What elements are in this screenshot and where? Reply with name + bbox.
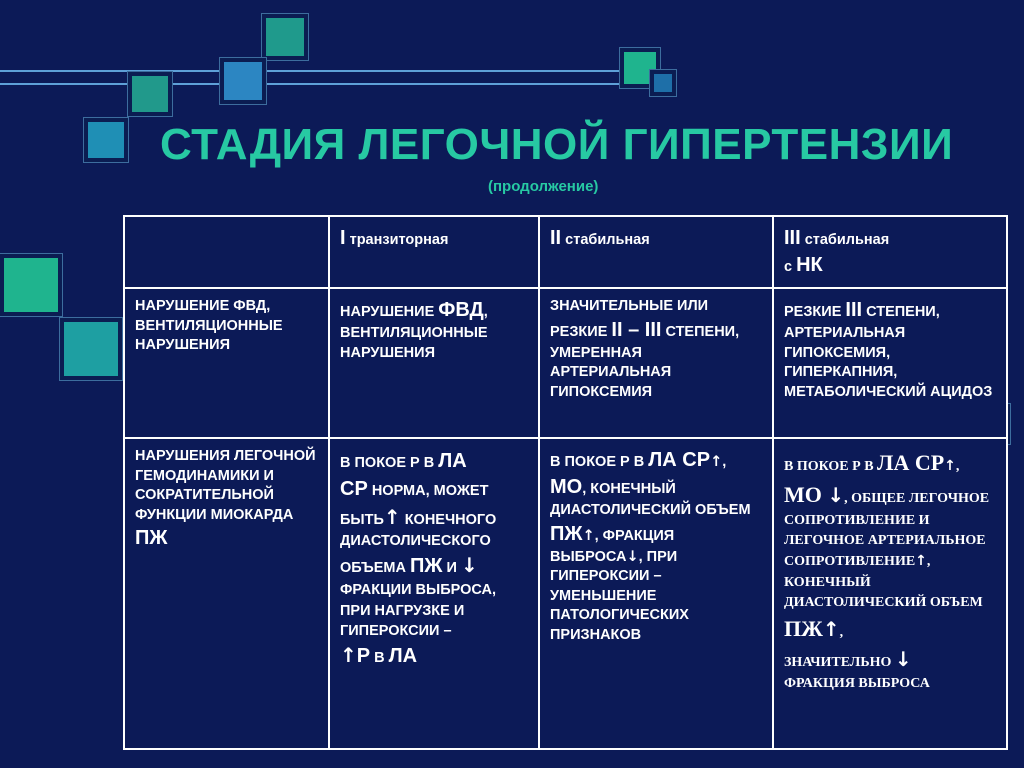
cell-text-emphasis: ПЖ (135, 527, 168, 550)
cell-text-emphasis: ПЖ (550, 522, 583, 545)
decor-square (650, 70, 676, 96)
cell-text: , (839, 625, 844, 641)
cell-text: НАРУШЕНИЯ ЛЕГОЧНОЙ ГЕМОДИНАМИКИ И СОКРАТИТЕЛЬНОЙ ФУНКЦИИ МИОКАРДА (135, 448, 316, 523)
cell-text-emphasis: Р (356, 645, 371, 668)
arrow-down-icon: ↓ (460, 553, 478, 578)
decor-square (262, 14, 308, 60)
cell-row1-stage-2 (539, 288, 773, 438)
cell-row2-stage-1 (329, 438, 539, 749)
cell-text: ФРАКЦИЯ ВЫБРОСА (784, 676, 930, 692)
cell-text: ЗНАЧИТЕЛЬНО (784, 655, 895, 671)
cell-text: , ПРИ ГИПЕРОКСИИ – УМЕНЬШЕНИЕ ПАТОЛОГИЧЕСКИХ ПРИЗНАКОВ (550, 548, 689, 643)
cell-text: И (442, 560, 461, 577)
row-label-hemodynamics (124, 438, 329, 749)
decor-square (84, 118, 128, 162)
header-cell-stage-3 (773, 216, 1007, 288)
cell-text-emphasis: ПЖ (410, 555, 443, 578)
table-header-row (124, 216, 1007, 288)
stage-1-label: транзиторная (345, 232, 449, 248)
decor-line-top (0, 70, 640, 72)
cell-text: ФРАКЦИИ ВЫБРОСА, ПРИ НАГРУЗКЕ И ГИПЕРОКСИИ – (340, 582, 497, 639)
arrow-up-icon: ↑ (710, 454, 723, 470)
decor-square (0, 254, 62, 316)
decor-square (220, 58, 266, 104)
arrow-up-icon: ↑ (822, 617, 840, 642)
row-label-fvd: НАРУШЕНИЕ ФВД, ВЕНТИЛЯЦИОННЫЕ НАРУШЕНИЯ (124, 288, 329, 438)
arrow-up-icon: ↑ (915, 553, 927, 570)
cell-text: СТЕПЕНИ, УМЕРЕННАЯ АРТЕРИАЛЬНАЯ ГИПОКСЕМИЯ (550, 323, 740, 400)
cell-text: , КОНЕЧНЫЙ ДИАСТОЛИЧЕСКИЙ ОБЪЕМ (784, 554, 983, 610)
table-row (124, 438, 1007, 749)
stages-table (123, 215, 1008, 750)
cell-text-emphasis: II – III (611, 318, 662, 341)
cell-text-emphasis: ЛА СР (877, 450, 945, 475)
cell-text: , ВЕНТИЛЯЦИОННЫЕ НАРУШЕНИЯ (340, 304, 488, 361)
decor-square (128, 72, 172, 116)
cell-text-emphasis: ЛА СР (648, 449, 711, 471)
cell-row2-stage-3 (773, 438, 1007, 749)
header-empty-cell (124, 216, 329, 288)
cell-text: , ОБЩЕЕ ЛЕГОЧНОЕ СОПРОТИВЛЕНИЕ И ЛЕГОЧНОЕ АРТЕРИАЛЬНОЕ СОПРОТИВЛЕНИЕ (784, 490, 990, 570)
stage-3-label: стабильная (800, 232, 890, 248)
stage-1-number: I (340, 227, 346, 249)
arrow-up-icon: ↑ (582, 527, 595, 544)
cell-row1-stage-1 (329, 288, 539, 438)
arrow-down-icon: ↓ (827, 482, 845, 507)
cell-text-emphasis: ПЖ (784, 616, 823, 642)
arrow-down-icon: ↓ (626, 548, 639, 565)
cell-text: НОРМА, МОЖЕТ БЫТЬ (340, 483, 489, 528)
slide-title: СТАДИЯ ЛЕГОЧНОЙ ГИПЕРТЕНЗИИ (160, 120, 954, 169)
header-cell-stage-1 (329, 216, 539, 288)
cell-text: КОНЕЧНОГО ДИАСТОЛИЧЕСКОГО ОБЪЕМА (340, 512, 497, 577)
stage-2-number: II (550, 227, 562, 249)
cell-text: ЗНАЧИТЕЛЬНЫЕ ИЛИ РЕЗКИЕ (550, 298, 709, 340)
arrow-up-icon: ↑ (944, 458, 956, 474)
decor-square (60, 318, 122, 380)
cell-text: НАРУШЕНИЕ (340, 304, 439, 320)
arrow-up-icon: ↑ (383, 505, 401, 529)
arrow-down-icon: ↓ (894, 647, 912, 672)
cell-text-emphasis: ЛА (438, 450, 467, 472)
cell-row2-stage-2 (539, 438, 773, 749)
cell-text: СТЕПЕНИ, АРТЕРИАЛЬНАЯ ГИПОКСЕМИЯ, ГИПЕРКАПНИЯ, МЕТАБОЛИЧЕСКИЙ АЦИДОЗ (784, 304, 993, 400)
stage-3-nk: НК (796, 254, 823, 276)
cell-text-emphasis: III (845, 299, 863, 321)
cell-text-emphasis: МО (784, 481, 828, 507)
cell-row1-stage-3 (773, 288, 1007, 438)
cell-text: , (955, 459, 960, 474)
cell-text: , (722, 454, 727, 470)
cell-text: В ПОКОЕ Р В (550, 454, 649, 470)
cell-text: РЕЗКИЕ (784, 304, 846, 320)
decor-line-bottom (0, 83, 672, 85)
cell-text: В ПОКОЕ Р В (340, 455, 439, 471)
cell-text-emphasis: ЛА (388, 645, 418, 668)
slide-subtitle: (продолжение) (488, 178, 599, 195)
cell-text-emphasis: МО (550, 476, 583, 498)
cell-text-emphasis: СР (340, 478, 368, 500)
stage-2-label: стабильная (561, 232, 650, 248)
cell-text: , КОНЕЧНЫЙ ДИАСТОЛИЧЕСКИЙ ОБЪЕМ (550, 481, 751, 518)
cell-text-emphasis: ФВД (438, 299, 484, 321)
cell-text: В ПОКОЕ Р В (784, 459, 878, 474)
arrow-up-icon: ↑ (340, 643, 357, 668)
header-cell-stage-2 (539, 216, 773, 288)
stage-3-with: с (784, 259, 797, 275)
table-row (124, 288, 1007, 438)
cell-text: В (370, 650, 389, 667)
stage-3-number: III (784, 227, 801, 249)
cell-text: , ФРАКЦИЯ ВЫБРОСА (550, 527, 675, 565)
